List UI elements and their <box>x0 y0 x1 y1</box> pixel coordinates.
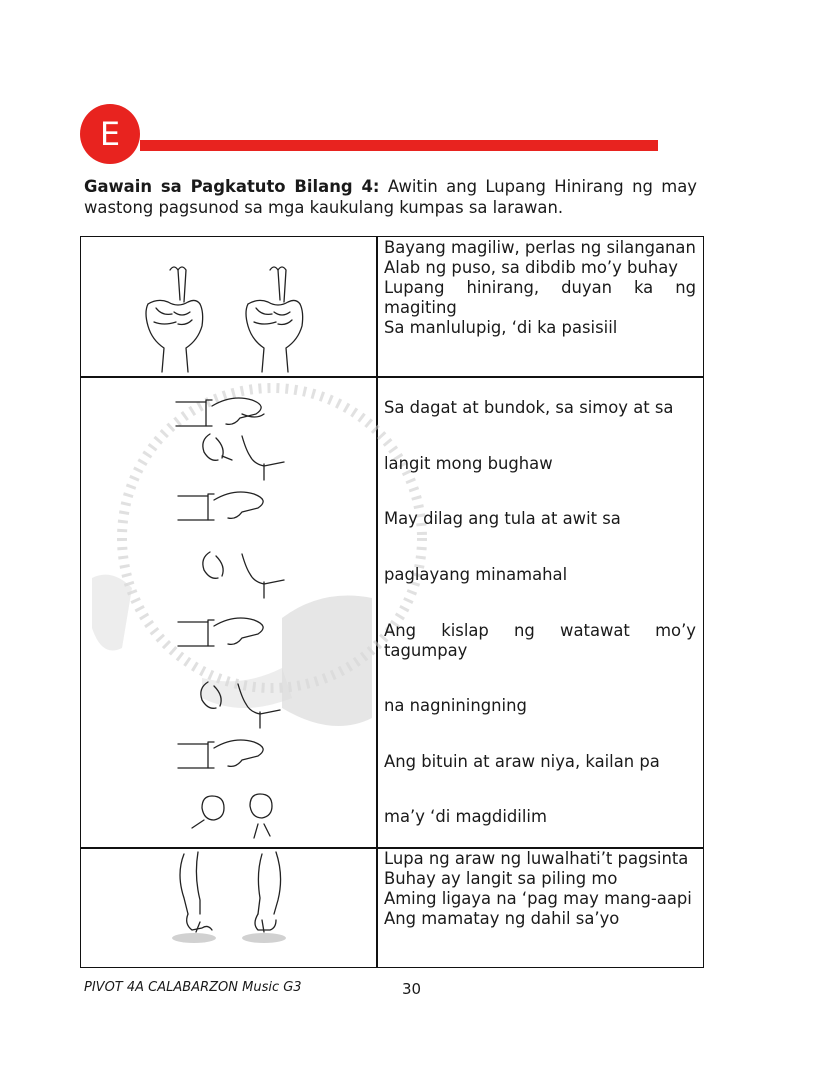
left-arm-icon <box>180 852 212 932</box>
lyric-line: Ang kislap ng watawat mo’y tagumpay <box>384 621 696 660</box>
lyric-line: Bayang magiliw, perlas ng silanganan <box>384 238 696 257</box>
section-letter: E <box>99 115 121 153</box>
lyric-line: na nagniningning <box>384 696 527 715</box>
section-divider-bar <box>140 140 658 151</box>
lyric-line: Lupang hinirang, duyan ka ng magiting <box>384 278 696 317</box>
lyric-line: Lupa ng araw ng luwalhati’t pagsinta <box>384 849 689 868</box>
lyric-line: Buhay ay langit sa piling mo <box>384 869 618 888</box>
footer-source: PIVOT 4A CALABARZON Music G3 <box>84 980 302 995</box>
lyric-line: ma’y ‘di magdidilim <box>384 807 547 826</box>
lyric-line: May dilag ang tula at awit sa <box>384 509 621 528</box>
activity-instructions <box>84 176 697 218</box>
lyrics-block-3 <box>384 849 696 929</box>
gesture-5-icon <box>178 618 263 646</box>
gesture-7-icon <box>178 740 263 768</box>
two-raised-fingers-illustration <box>130 262 310 374</box>
lyric-line: Sa manlulupig, ‘di ka pasisiil <box>384 318 618 337</box>
gesture-3-icon <box>178 492 263 520</box>
gesture-4-icon <box>203 552 284 598</box>
page-number: 30 <box>402 980 422 998</box>
lyric-line: paglayang minamahal <box>384 565 568 584</box>
lyric-line: Alab ng puso, sa dibdib mo’y buhay <box>384 258 678 277</box>
activity-text: Awitin ang Lupang Hinirang ng may wastong pagsunod sa mga kaukulang kumpas sa larawan. <box>84 177 697 217</box>
faded-seal-watermark <box>92 388 422 726</box>
lyric-line: Ang bituin at araw niya, kailan pa <box>384 752 660 771</box>
gesture-2-icon <box>203 434 284 480</box>
right-hand-icon <box>246 267 303 372</box>
gesture-1-icon <box>176 398 264 426</box>
right-arm-icon <box>255 852 281 932</box>
lyric-line: Ang mamatay ng dahil sa’yo <box>384 909 620 928</box>
table-column-divider <box>376 236 378 968</box>
lyric-line: Aming ligaya na ‘pag may mang-aapi <box>384 889 692 908</box>
arms-lowered-illustration <box>160 852 300 948</box>
hand-gesture-sequence-illustration <box>82 378 374 846</box>
left-hand-icon <box>146 267 203 372</box>
lyric-line: langit mong bughaw <box>384 454 553 473</box>
gesture-8-fists-icon <box>192 794 272 838</box>
activity-label: Gawain sa Pagkatuto Bilang 4: <box>84 177 380 196</box>
section-badge <box>80 104 140 164</box>
lyric-line: Sa dagat at bundok, sa simoy at sa <box>384 398 674 417</box>
lyrics-block-1 <box>384 238 696 338</box>
